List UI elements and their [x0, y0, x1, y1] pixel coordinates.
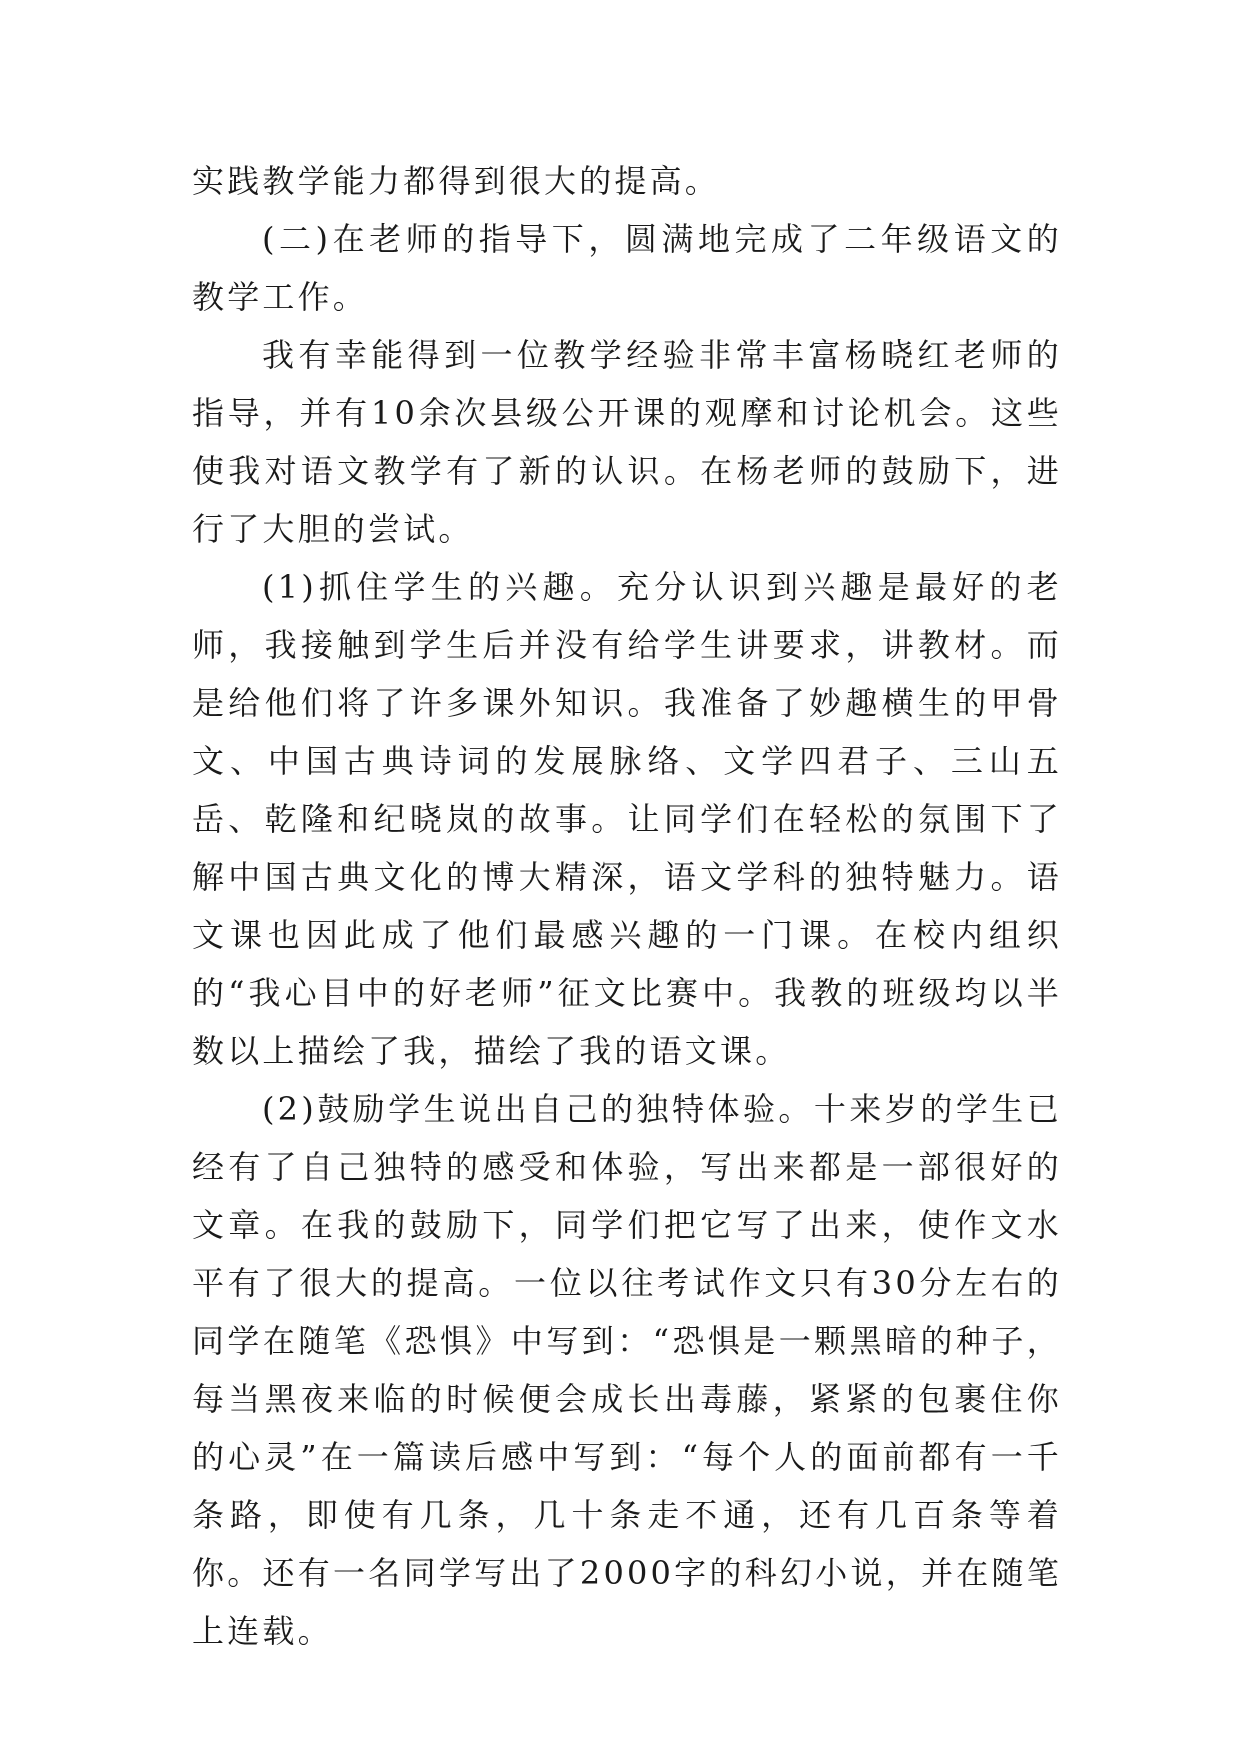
document-body: [192, 152, 1062, 1660]
paragraph-continuation: 实践教学能力都得到很大的提高。: [192, 162, 721, 200]
paragraph-section-two-heading: (二)在老师的指导下，圆满地完成了二年级语文的教学工作。: [192, 220, 1062, 316]
paragraph-mentor: 我有幸能得到一位教学经验非常丰富杨晓红老师的指导，并有10余次县级公开课的观摩和讨论机会。这些使我对语文教学有了新的认识。在杨老师的鼓励下，进行了大胆的尝试。: [192, 336, 1062, 548]
paragraph-point-two-experience: (2)鼓励学生说出自己的独特体验。十来岁的学生已经有了自己独特的感受和体验，写出来都是一部很好的文章。在我的鼓励下，同学们把它写了出来，使作文水平有了很大的提高。一位以往考试作文只有30分左右的同学在随笔《恐惧》中写到：“恐惧是一颗黑暗的种子，每当黑夜来临的时候便会成长出毒藤，紧紧的包裹住你的心灵”在一篇读后感中写到：“每个人的面前都有一千条路，即使有几条，几十条走不通，还有几百条等着你。还有一名同学写出了2000字的科幻小说，并在随笔上连载。: [192, 1090, 1062, 1650]
paragraph-point-one-interest: (1)抓住学生的兴趣。充分认识到兴趣是最好的老师，我接触到学生后并没有给学生讲要求，讲教材。而是给他们将了许多课外知识。我准备了妙趣横生的甲骨文、中国古典诗词的发展脉络、文学四君子、三山五岳、乾隆和纪晓岚的故事。让同学们在轻松的氛围下了解中国古典文化的博大精深，语文学科的独特魅力。语文课也因此成了他们最感兴趣的一门课。在校内组织的“我心目中的好老师”征文比赛中。我教的班级均以半数以上描绘了我，描绘了我的语文课。: [192, 568, 1062, 1070]
